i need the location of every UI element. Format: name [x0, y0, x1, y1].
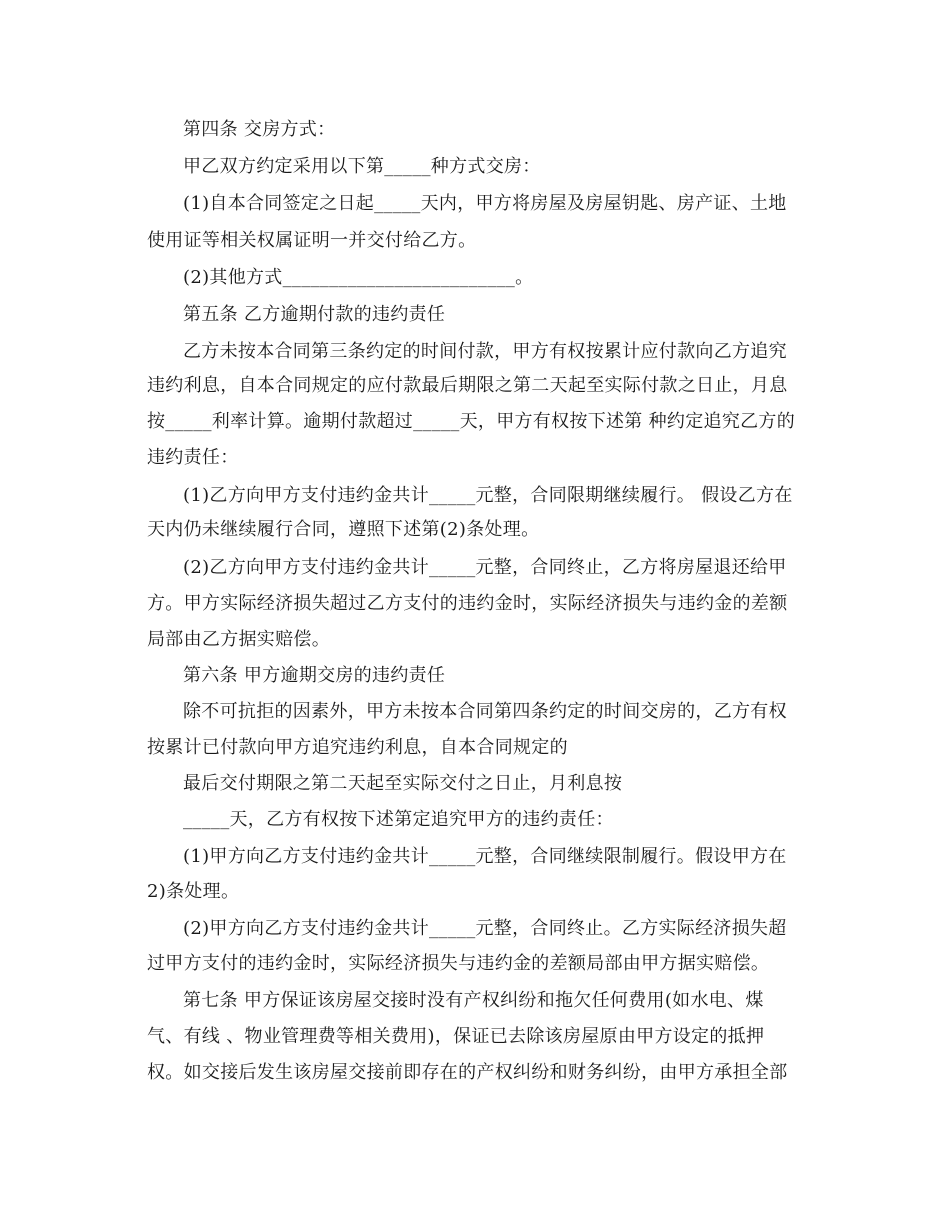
- paragraph-line: 权。如交接后发生该房屋交接前即存在的产权纠纷和财务纠纷，由甲方承担全部: [147, 1062, 788, 1083]
- paragraph-line: 乙方未按本合同第三条约定的时间付款，甲方有权按累计应付款向乙方追究: [183, 341, 787, 362]
- paragraph-line: (2)甲方向乙方支付违约金共计_____元整，合同终止。乙方实际经济损失超: [183, 918, 787, 939]
- article-5-heading: 第五条 乙方逾期付款的违约责任: [183, 304, 446, 325]
- paragraph-line: (1)甲方向乙方支付违约金共计_____元整，合同继续限制履行。假设甲方在: [183, 846, 787, 867]
- paragraph-line: (2)乙方向甲方支付违约金共计_____元整，合同终止，乙方将房屋退还给甲: [183, 557, 787, 578]
- paragraph-line: 过甲方支付的违约金时，实际经济损失与违约金的差额局部由甲方据实赔偿。: [147, 953, 770, 974]
- paragraph-line: 违约利息，自本合同规定的应付款最后期限之第二天起至实际付款之日止，月息: [147, 375, 788, 396]
- paragraph-line: 违约责任：: [147, 447, 239, 468]
- paragraph-line: 局部由乙方据实赔偿。: [147, 629, 330, 650]
- paragraph-line: 甲乙双方约定采用以下第_____种方式交房：: [183, 156, 541, 177]
- article-4-heading: 第四条 交房方式：: [183, 119, 336, 140]
- paragraph-line: (1)乙方向甲方支付违约金共计_____元整，合同限期继续履行。 假设乙方在: [183, 485, 793, 506]
- paragraph-line: 最后交付期限之第二天起至实际交付之日止，月利息按: [183, 773, 623, 794]
- paragraph-line: 按累计已付款向甲方追究违约利息，自本合同规定的: [147, 737, 568, 758]
- paragraph-line: 2)条处理。: [147, 881, 240, 902]
- paragraph-line: (1)自本合同签定之日起_____天内，甲方将房屋及房屋钥匙、房产证、土地: [183, 193, 787, 214]
- paragraph-line: 气、有线 、物业管理费等相关费用)，保证已去除该房屋原由甲方设定的抵押: [147, 1026, 765, 1047]
- paragraph-line: 使用证等相关权属证明一并交付给乙方。: [147, 230, 477, 251]
- paragraph-line: 按_____利率计算。逾期付款超过_____天，甲方有权按下述第 种约定追究乙方的: [147, 411, 796, 432]
- paragraph-line: _____天，乙方有权按下述第定追究甲方的违约责任：: [183, 809, 614, 830]
- paragraph-line: 天内仍未继续履行合同，遵照下述第(2)条处理。: [147, 519, 540, 540]
- article-7-line: 第七条 甲方保证该房屋交接时没有产权纠纷和拖欠任何费用(如水电、煤: [183, 990, 764, 1011]
- paragraph-line: (2)其他方式_________________________。: [183, 267, 534, 288]
- paragraph-line: 除不可抗拒的因素外，甲方未按本合同第四条约定的时间交房的，乙方有权: [183, 701, 787, 722]
- article-6-heading: 第六条 甲方逾期交房的违约责任: [183, 665, 446, 686]
- paragraph-line: 方。甲方实际经济损失超过乙方支付的违约金时，实际经济损失与违约金的差额: [147, 593, 788, 614]
